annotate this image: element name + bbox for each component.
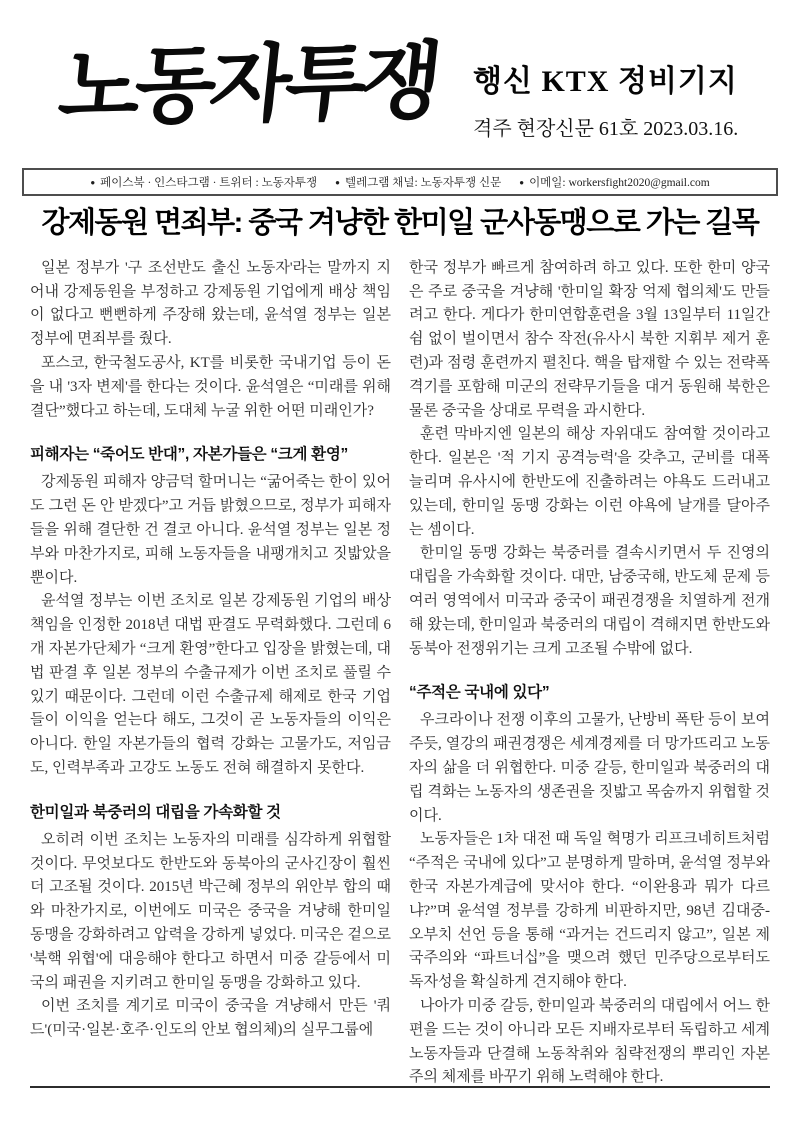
- body-paragraph: 한미일 동맹 강화는 북중러를 결속시키면서 두 진영의 대립을 가속화할 것이다. 대만, 남중국해, 반도체 문제 등 여러 영역에서 미국과 중국이 패권경쟁을 치열하게 전개해 왔는데, 한미일과 북중러의 대립이 격해지면 한반도와 동북아 전쟁위기는 크게 고조될 수밖에 없다.: [409, 545, 770, 657]
- bullet-icon: ●: [90, 178, 96, 187]
- body-paragraph: 오히려 이번 조치는 노동자의 미래를 심각하게 위협할 것이다. 무엇보다도 한반도와 동북아의 군사긴장이 훨씬 더 고조될 것이다. 2015년 박근혜 정부의 위안부 합의 때와 마찬가지로, 이번에도 미국은 중국을 겨냥해 한미일 동맹을 강화하려고 압력을 강하게 넣었다. 미국은 겉으로 '북핵 위협'에 대응해야 한다고 하면서 미중 갈등에서 미국의 패권을 지키려고 한미일 동맹을 강화하고 있다.: [30, 831, 391, 991]
- section-heading: “주적은 국내에 있다”: [409, 684, 550, 702]
- contact-item-label: 텔레그램 채널: 노동자투쟁 신문: [344, 177, 502, 189]
- contact-item: [90, 174, 317, 190]
- body-paragraph: 윤석열 정부는 이번 조치로 일본 강제동원 기업의 배상 책임을 인정한 2018년 대법 판결도 무력화했다. 그런데 6개 자본가단체가 “크게 환영”한다고 입장을 밝혔는데, 대법 판결 후 일본 정부의 수출규제가 이번 조치로 풀릴 수 있기 때문이다. 그런데 이런 수출규제 해제로 한국 기업들이 이익을 얻는다 해도, 그것이 곧 노동자들의 이익은 아니다. 한일 자본가들의 협력 강화는 고물가도, 저임금도, 인력부족과 고강도 노동도 전혀 해결하지 못한다.: [30, 593, 391, 776]
- body-paragraph: 훈련 막바지엔 일본의 해상 자위대도 참여할 것이라고 한다. 일본은 '적 기지 공격능력'을 갖추고, 군비를 대폭 늘리며 유사시에 한반도에 진출하려는 야욕도 드러내고 있는데, 한미일 동맹 강화는 이런 야욕에 날개를 달아주는 셈이다.: [409, 426, 770, 538]
- issue-info: 격주 현장신문 61호 2023.03.16.: [473, 118, 739, 140]
- contact-item-label: 이메일: workersfight2020@gmail.com: [529, 177, 710, 189]
- bullet-icon: ●: [519, 178, 525, 187]
- masthead: [0, 0, 800, 160]
- bottom-rule: [30, 1086, 770, 1088]
- body-paragraph: 일본 정부가 '구 조선반도 출신 노동자'라는 말까지 지어내 강제동원을 부정하고 강제동원 기업에게 배상 책임이 없다고 뻔뻔하게 주장해 왔는데, 윤석열 정부는 일본 정부에 면죄부를 줬다.: [30, 259, 391, 348]
- article-columns: [0, 249, 800, 1090]
- section-heading: 피해자는 “죽어도 반대”, 자본가들은 “크게 환영”: [30, 446, 348, 464]
- article-column-left: [30, 257, 391, 1090]
- article-column-right: [409, 257, 770, 1090]
- body-paragraph: 우크라이나 전쟁 이후의 고물가, 난방비 폭탄 등이 보여주듯, 열강의 패권경쟁은 세계경제를 더 망가뜨리고 노동자의 삶을 더 위협한다. 미중 갈등, 한미일과 북중러의 대립 격화는 노동자의 생존권을 짓밟고 목숨까지 위협할 것이다.: [409, 712, 770, 824]
- body-paragraph: 나아가 미중 갈등, 한미일과 북중러의 대립에서 어느 한편을 드는 것이 아니라 모든 지배자로부터 독립하고 세계 노동자들과 단결해 노동착취와 침략전쟁의 뿌리인 자본주의 체제를 바꾸기 위해 노력해야 한다.: [409, 997, 770, 1086]
- masthead-title: 노동자투쟁: [54, 31, 442, 137]
- section-heading: 한미일과 북중러의 대립을 가속화할 것: [30, 803, 281, 821]
- masthead-right: [473, 42, 765, 141]
- contact-bar: [22, 168, 778, 196]
- bullet-icon: ●: [335, 178, 340, 187]
- body-paragraph: 강제동원 피해자 양금덕 할머니는 “굶어죽는 한이 있어도 그런 돈 안 받겠다”고 거듭 밝혔으므로, 정부가 피해자들을 위해 결단한 건 결코 아니다. 윤석열 정부는 일본 정부와 마찬가지로, 피해 노동자들을 내팽개치고 짓밟았을 뿐이다.: [30, 474, 391, 586]
- edition-title: 행신 KTX 정비기지: [473, 65, 738, 98]
- body-paragraph: 포스코, 한국철도공사, KT를 비롯한 국내기업 등이 돈을 내 '3자 변제'를 한다는 것이다. 윤석열은 “미래를 위해 결단”했다고 하는데, 도대체 누굴 위한 어떤 미래인가?: [30, 354, 391, 419]
- body-paragraph: 노동자들은 1차 대전 때 독일 혁명가 리프크네히트처럼 “주적은 국내에 있다”고 분명하게 말하며, 윤석열 정부와 한국 자본가계급에 맞서야 한다. “이완용과 뭐가 다르냐?”며 윤석열 정부를 강하게 비판하지만, 98년 김대중-오부치 선언 등을 통해 “과거는 건드리지 않고”, 일본 제국주의와 “파트너십”을 맺으려 했던 민주당으로부터도 독자성을 확실하게 견지해야 한다.: [409, 831, 770, 991]
- headline: 강제동원 면죄부: 중국 겨냥한 한미일 군사동맹으로 가는 길목: [41, 207, 759, 239]
- contact-item: [519, 174, 709, 190]
- contact-item: [335, 174, 501, 190]
- contact-item-label: 페이스북 · 인스타그램 · 트위터 : 노동자투쟁: [100, 177, 318, 189]
- body-paragraph: 이번 조치를 계기로 미국이 중국을 겨냥해서 만든 '쿼드'(미국·일본·호주·인도의 안보 협의체)의 실무그룹에: [30, 998, 391, 1039]
- body-paragraph: 한국 정부가 빠르게 참여하려 하고 있다. 또한 한미 양국은 주로 중국을 겨냥해 '한미일 확장 억제 협의체'도 만들려고 한다. 게다가 한미연합훈련을 3월 13일부터 11일간 쉼 없이 벌이면서 참수 작전(유사시 북한 지휘부 제거 훈련)과 점령 훈련까지 펼친다. 핵을 탑재할 수 있는 전략폭격기를 포함해 미군의 전략무기들을 대거 동원해 북한은 물론 중국을 상대로 무력을 과시한다.: [409, 259, 770, 419]
